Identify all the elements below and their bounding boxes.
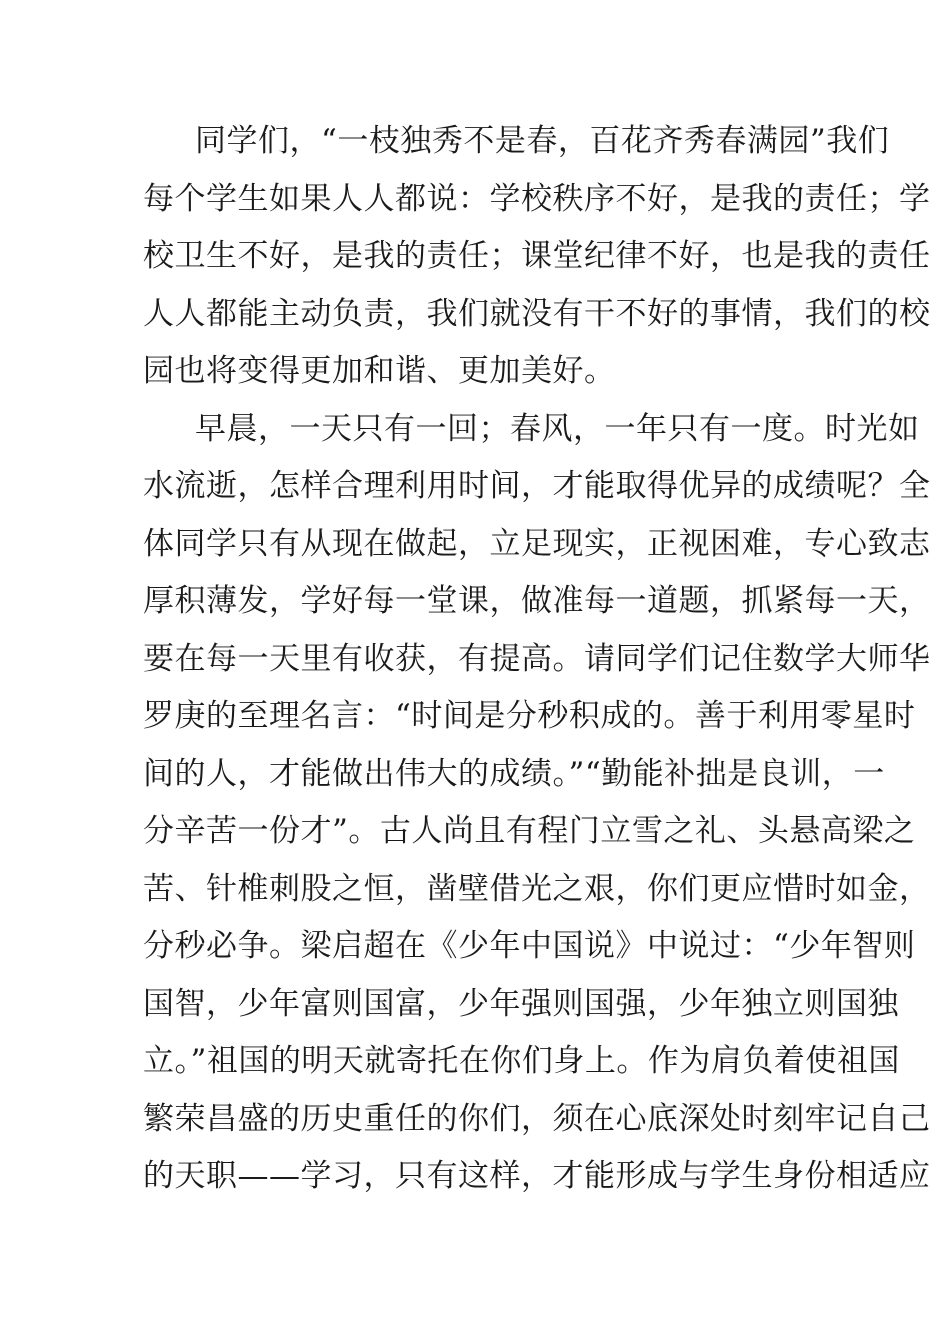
text-line: 园也将变得更加和谐、更加美好。 (143, 353, 616, 389)
text-line: 立。”祖国的明天就寄托在你们身上。作为肩负着使祖国 (143, 1043, 900, 1079)
text-line: 分秒必争。梁启超在《少年中国说》中说过：“少年智则 (143, 928, 916, 964)
text-line: 人人都能主动负责，我们就没有干不好的事情，我们的校 (143, 295, 931, 332)
text-line: 苦、针椎刺股之恒，凿壁借光之艰，你们更应惜时如金， (143, 870, 931, 907)
text-line: 国智，少年富则国富，少年强则国强，少年独立则国独 (143, 985, 899, 1022)
text-line: 每个学生如果人人都说：学校秩序不好，是我的责任；学 (143, 180, 931, 217)
text-line: 繁荣昌盛的历史重任的你们，须在心底深处时刻牢记自己 (143, 1100, 931, 1137)
text-line: 间的人，才能做出伟大的成绩。”“勤能补拙是良训，一 (143, 755, 885, 792)
text-line: 要在每一天里有收获，有提高。请同学们记住数学大师华 (143, 640, 931, 677)
document-body (143, 113, 931, 1206)
paragraph-first-line: 早晨，一天只有一回；春风，一年只有一度。时光如 (195, 410, 920, 447)
text-line: 的天职——学习，只有这样，才能形成与学生身份相适应 (143, 1158, 931, 1194)
text-line: 罗庚的至理名言：“时间是分秒积成的。善于利用零星时 (143, 698, 916, 734)
text-line: 水流逝，怎样合理利用时间，才能取得优异的成绩呢？全 (143, 468, 931, 504)
text-line: 体同学只有从现在做起，立足现实，正视困难，专心致志 (143, 525, 931, 562)
paragraph-first-line: 同学们，“一枝独秀不是春，百花齐秀春满园”我们 (195, 123, 890, 159)
text-line: 校卫生不好，是我的责任；课堂纪律不好，也是我的责任 (143, 238, 931, 274)
text-line: 分辛苦一份才”。古人尚且有程门立雪之礼、头悬高梁之 (143, 813, 916, 849)
text-line: 厚积薄发，学好每一堂课，做准每一道题，抓紧每一天， (143, 583, 931, 619)
